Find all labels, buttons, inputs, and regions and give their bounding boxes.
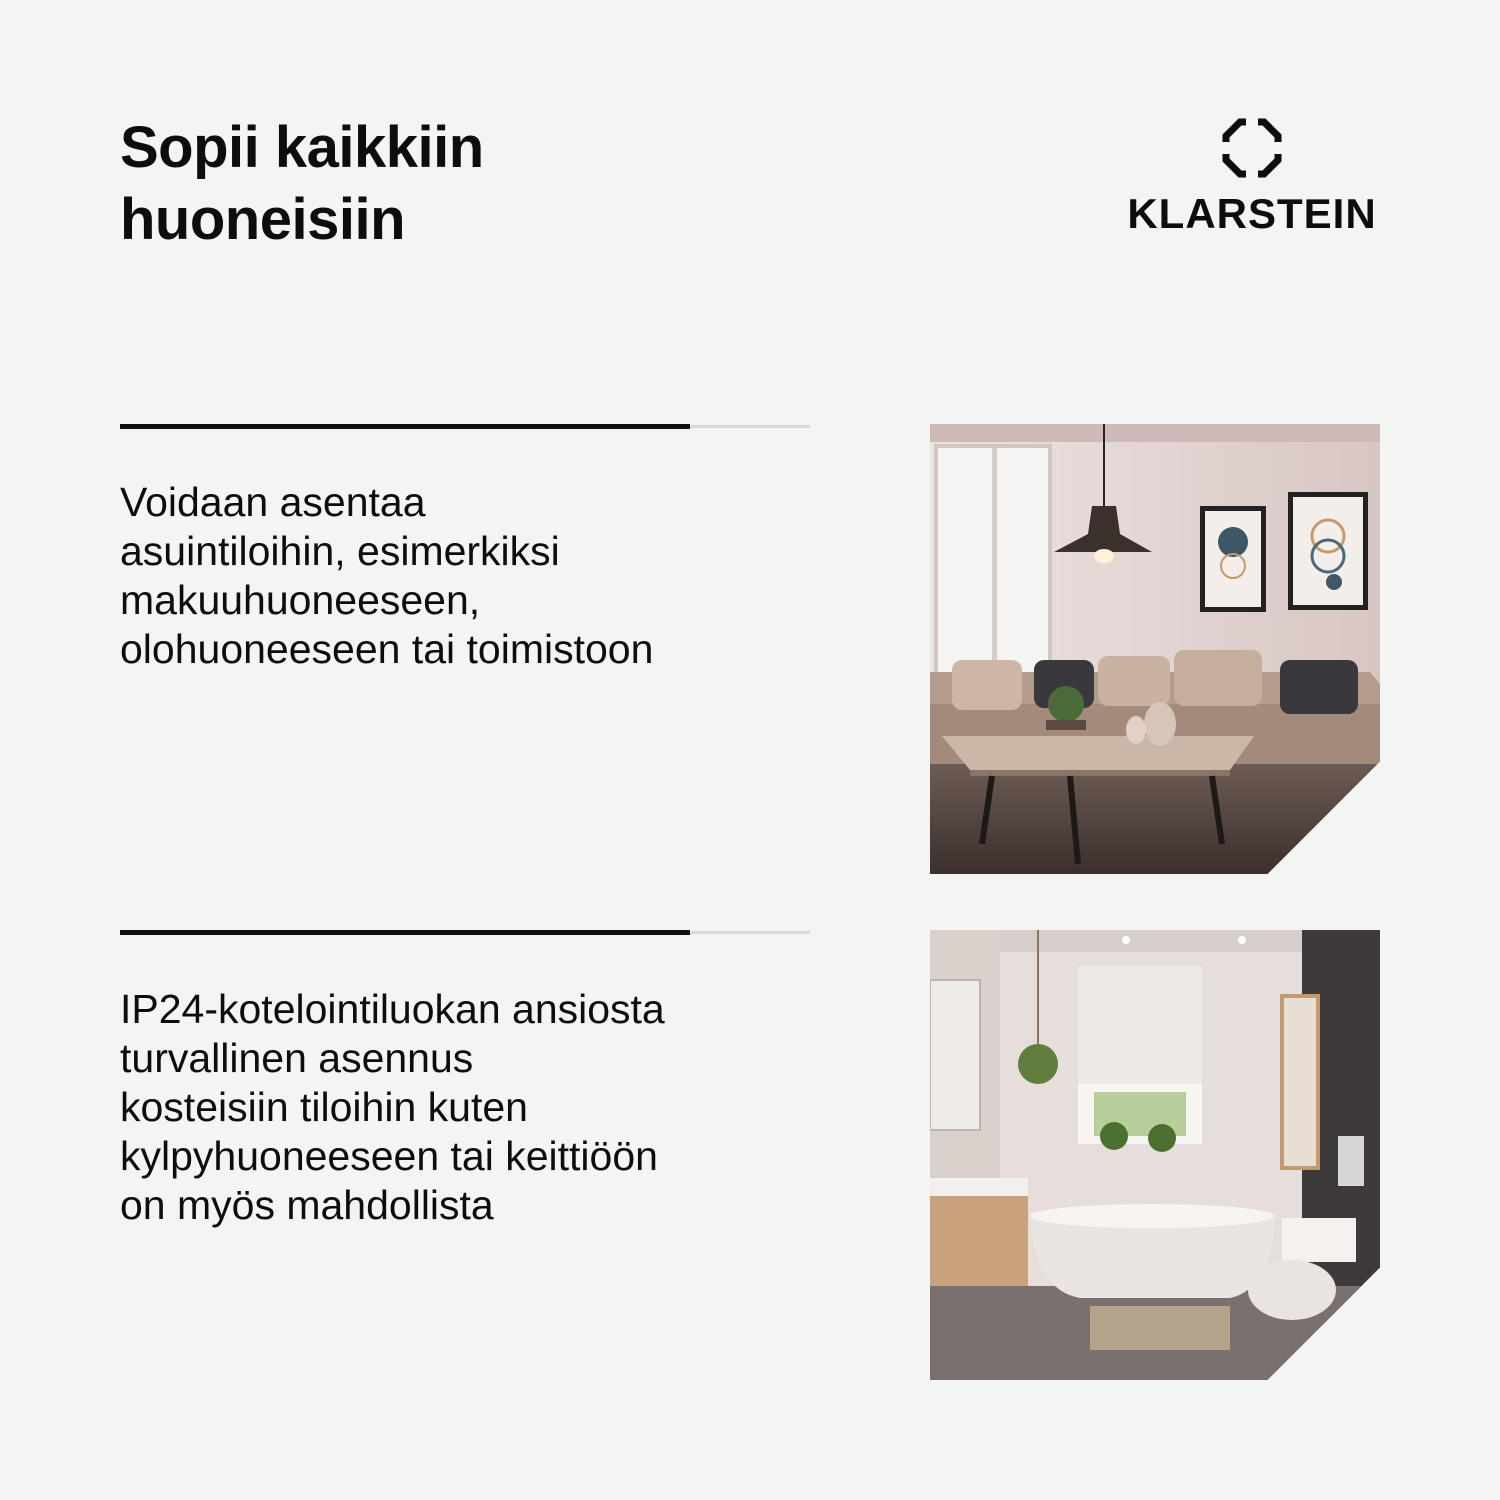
feature-line: kylpyhuoneeseen tai keittiöön	[120, 1133, 658, 1179]
title-line: Sopii kaikkiin	[120, 115, 484, 180]
feature-line: on myös mahdollista	[120, 1182, 494, 1228]
divider-progress	[120, 424, 690, 429]
feature-description	[120, 478, 820, 674]
feature-line: Voidaan asentaa	[120, 479, 426, 525]
brand-logo	[1120, 118, 1384, 248]
section-divider	[120, 424, 810, 429]
octagon-brackets-icon	[1222, 118, 1282, 178]
divider-track	[690, 425, 810, 428]
feature-line: kosteisiin tiloihin kuten	[120, 1084, 528, 1130]
page-title	[120, 112, 484, 256]
feature-line: olohuoneeseen tai toimistoon	[120, 626, 654, 672]
feature-line: asuintiloihin, esimerkiksi	[120, 528, 560, 574]
feature-line: turvallinen asennus	[120, 1035, 474, 1081]
feature-description	[120, 985, 820, 1230]
section-divider	[120, 930, 810, 935]
brand-wordmark: KLARSTEIN	[1127, 190, 1377, 237]
title-line: huoneisiin	[120, 187, 405, 252]
divider-progress	[120, 930, 690, 935]
bathroom-photo	[930, 930, 1380, 1380]
living-room-photo	[930, 424, 1380, 874]
divider-track	[690, 931, 810, 934]
feature-line: makuuhuoneeseen,	[120, 577, 481, 623]
feature-line: IP24-kotelointiluokan ansiosta	[120, 986, 665, 1032]
